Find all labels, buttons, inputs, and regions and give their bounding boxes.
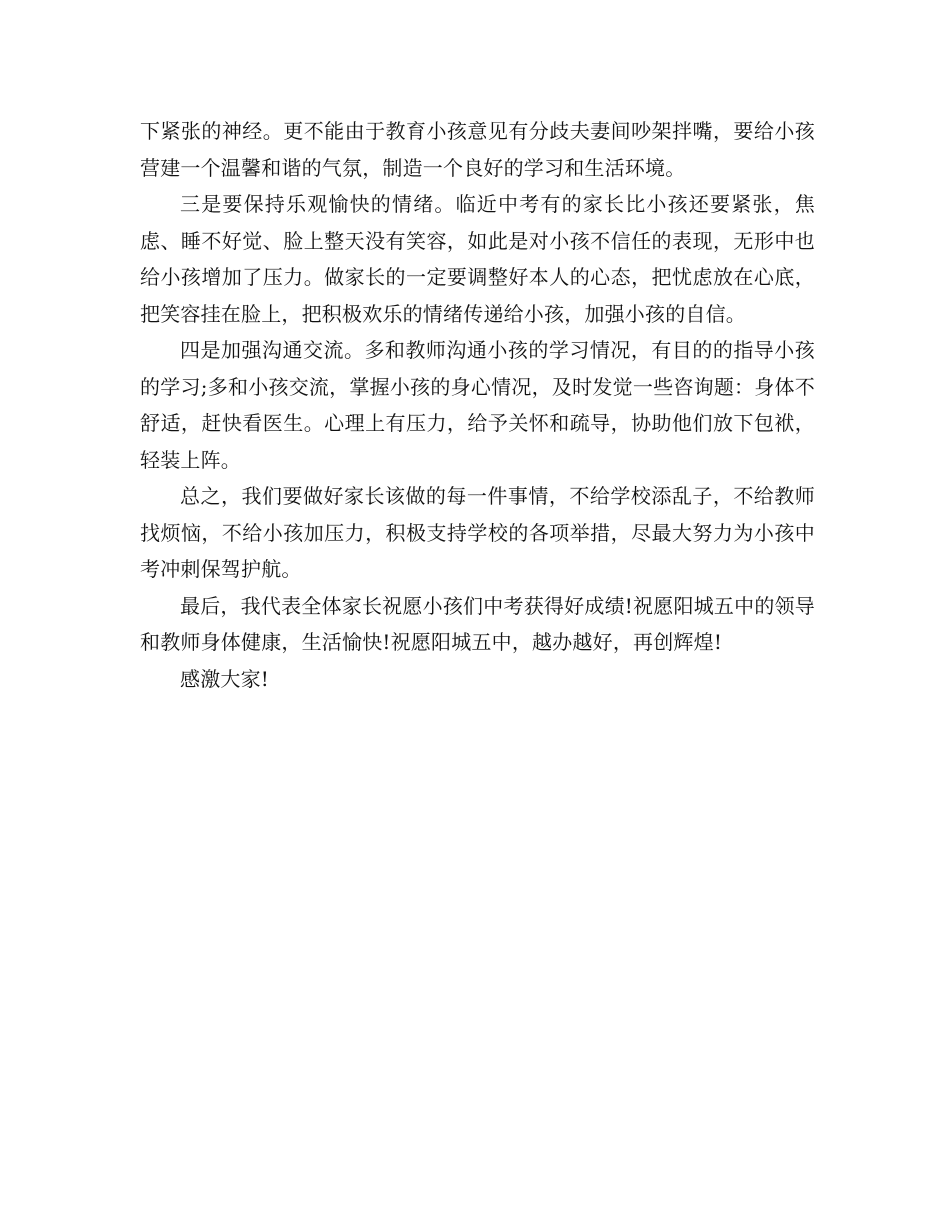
paragraph-wishes: 最后，我代表全体家长祝愿小孩们中考获得好成绩!祝愿阳城五中的领导和教师身体健康，生活愉快!祝愿阳城五中，越办越好，再创辉煌!: [140, 593, 815, 654]
paragraph-communication: 四是加强沟通交流。多和教师沟通小孩的学习情况，有目的的指导小孩的学习;多和小孩交流，掌握小孩的身心情况，及时发觉一些咨询题：身体不舒适，赶快看医生。心理上有压力，给予关怀和疏导，协助他们放下包袱，轻装上阵。: [140, 338, 815, 472]
paragraph-summary: 总之，我们要做好家长该做的每一件事情，不给学校添乱子，不给教师找烦恼，不给小孩加压力，积极支持学校的各项举措，尽最大努力为小孩中考冲刺保驾护航。: [140, 484, 815, 581]
document-body: [140, 113, 815, 697]
paragraph-continuation: 下紧张的神经。更不能由于教育小孩意见有分歧夫妻间吵架拌嘴，要给小孩营建一个温馨和谐的气氛，制造一个良好的学习和生活环境。: [140, 119, 815, 180]
paragraph-thanks: 感激大家!: [180, 666, 270, 691]
paragraph-optimism: 三是要保持乐观愉快的情绪。临近中考有的家长比小孩还要紧张，焦虑、睡不好觉、脸上整天没有笑容，如此是对小孩不信任的表现，无形中也给小孩增加了压力。做家长的一定要调整好本人的心态，把忧虑放在心底，把笑容挂在脸上，把积极欢乐的情绪传递给小孩，加强小孩的自信。: [140, 192, 815, 326]
